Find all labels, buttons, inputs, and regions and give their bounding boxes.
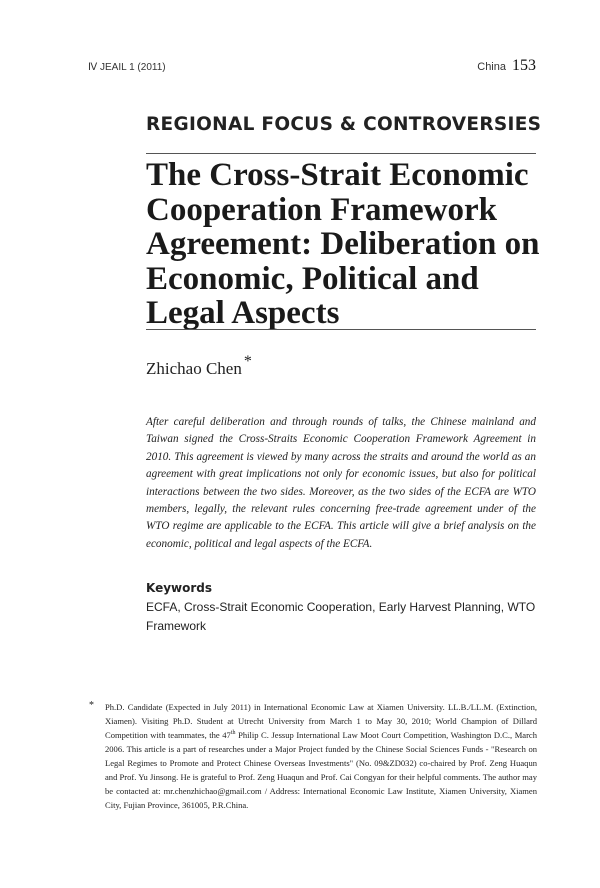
author-name: Zhichao Chen [146, 359, 242, 378]
section-label: REGIONAL FOCUS & CONTROVERSIES [146, 114, 542, 135]
running-header-journal: Ⅳ JEAIL 1 (2011) [88, 62, 166, 73]
page-number: 153 [512, 57, 536, 74]
footnote-text-part2: Philip C. Jessup International Law Moot Court Competition, Washington D.C., March 2006. This article is a part of researches under a Major Project funded by the Chinese Social Sciences Funds - "Research on Legal Regimes to Promote and Protect Chinese Overseas Investments" (No. 09&ZD032) co-chaired by Prof. Zeng Huaqun and Prof. Yu Jinsong. He is grateful to Prof. Zeng Huaqun and Prof. Cai Congyan for their helpful comments. The author may be contacted at: mr.chenzhichao@gmail.com / Address: International Economic Law Institute, Xiamen University, Xiamen City, Fujian Province, 361005, P.R.China. [105, 730, 537, 810]
author-footnote [105, 700, 537, 812]
title-top-rule [146, 153, 536, 154]
footnote-text-part1: Ph.D. Candidate (Expected in July 2011) in International Economic Law at Xiamen University. LL.B./LL.M. (Extinction, Xiamen). Visiting Ph.D. Student at Utrecht University from March 1 to May 30, 2010; World Champion of Dillard Competition with teammates, the 47 [105, 702, 537, 740]
title-bottom-rule [146, 329, 536, 330]
footnote-superscript: th [230, 730, 236, 737]
running-header-right [477, 57, 536, 75]
author-footnote-mark[interactable]: * [243, 353, 252, 370]
keywords-list: ECFA, Cross-Strait Economic Cooperation, Early Harvest Planning, WTO Framework [146, 600, 536, 633]
running-header-section: China [477, 61, 506, 73]
abstract: After careful deliberation and through rounds of talks, the Chinese mainland and Taiwan signed the Cross-Straits Economic Cooperation Framework Agreement in 2010. This agreement is viewed by many across the straits and around the world as an agreement with great implications not only for economic issues, but also for political interactions between the two sides. Moreover, as the two sides of the ECFA are WTO members, legally, the relevant rules concerning free-trade agreement under of the WTO regime are applicable to the ECFA. This article will give a brief analysis on the economic, political and legal aspects of the ECFA. [146, 416, 536, 550]
footnote-mark: * [89, 700, 94, 711]
article-title: The Cross-Strait Economic Cooperation Framework Agreement: Deliberation on Economic, Political and Legal Aspects [146, 157, 540, 331]
keywords-heading: Keywords [146, 581, 213, 595]
author-line [146, 353, 252, 379]
